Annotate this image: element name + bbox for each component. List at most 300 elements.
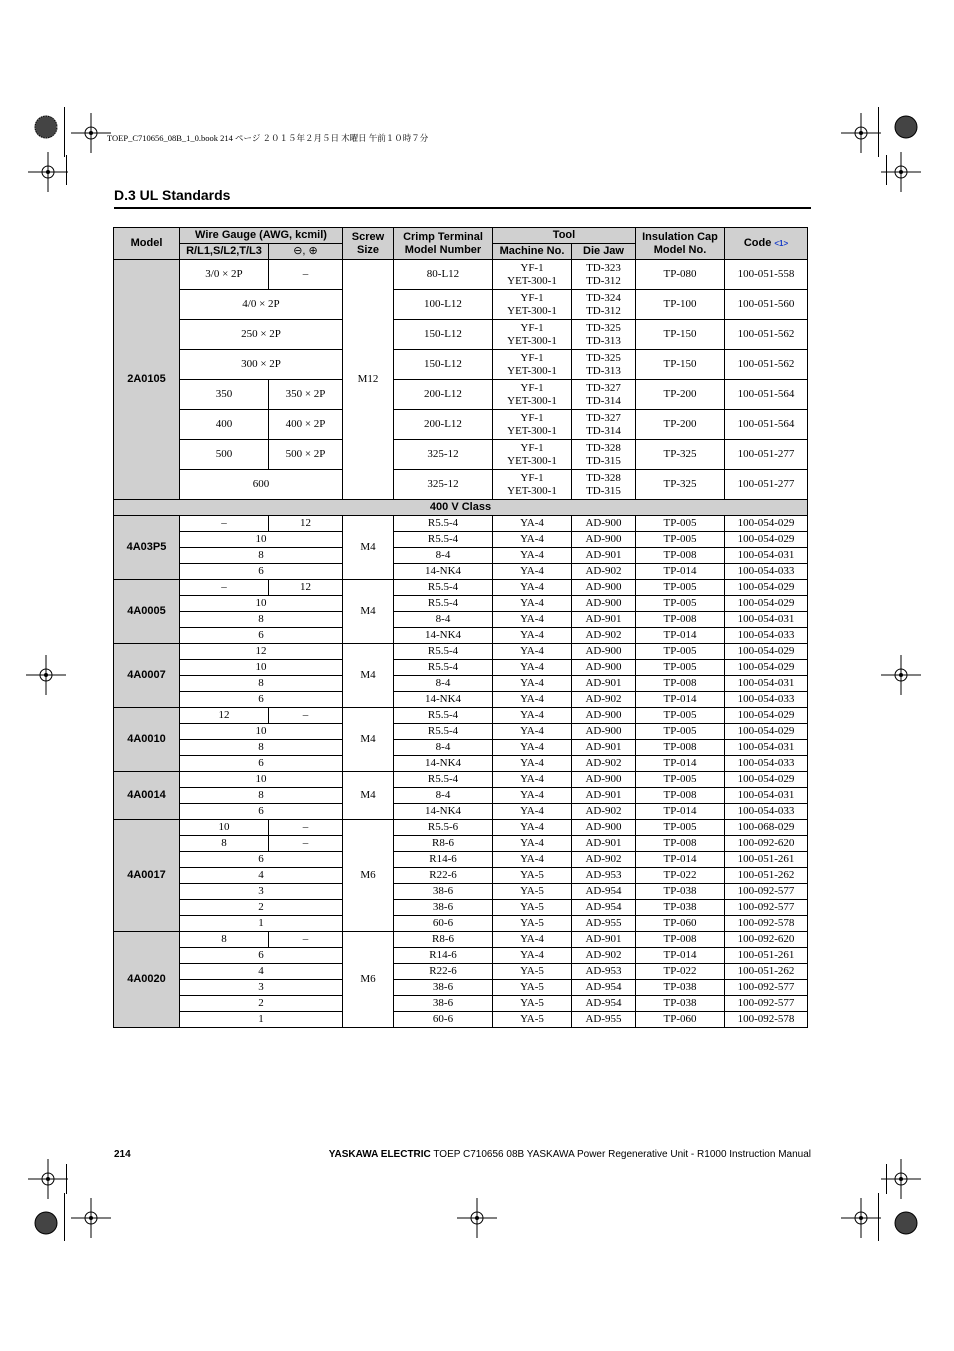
crosshair-registration-icon <box>881 655 921 695</box>
class-row <box>114 500 808 516</box>
crimp-terminal: 8-4 <box>394 612 493 628</box>
crimp-terminal: 60-6 <box>394 1012 493 1028</box>
die-jaw: AD-901 <box>572 676 636 692</box>
machine-no: YA-4 <box>493 740 572 756</box>
wire-gauge-dc: 350 × 2P <box>269 380 343 410</box>
table-row <box>114 410 808 440</box>
insulation-cap: TP-150 <box>636 320 725 350</box>
code-number: 100-051-277 <box>725 440 808 470</box>
machine-no: YA-4 <box>493 628 572 644</box>
crimp-terminal: R22-6 <box>394 868 493 884</box>
die-jaw: AD-900 <box>572 772 636 788</box>
screw-size: M6 <box>343 932 394 1028</box>
machine-no: YF-1 YET-300-1 <box>493 320 572 350</box>
wire-gauge-dc: 500 × 2P <box>269 440 343 470</box>
code-number: 100-054-033 <box>725 804 808 820</box>
header-wg-rl1: R/L1,S/L2,T/L3 <box>180 244 269 260</box>
screw-size: M4 <box>343 708 394 772</box>
insulation-cap: TP-008 <box>636 612 725 628</box>
machine-no: YA-5 <box>493 980 572 996</box>
code-number: 100-054-029 <box>725 772 808 788</box>
table-row <box>114 596 808 612</box>
insulation-cap: TP-060 <box>636 1012 725 1028</box>
machine-no: YA-5 <box>493 916 572 932</box>
crosshair-registration-icon <box>28 1159 68 1199</box>
table-row <box>114 980 808 996</box>
die-jaw: AD-901 <box>572 836 636 852</box>
crimp-terminal: 8-4 <box>394 740 493 756</box>
crop-line <box>64 1193 65 1241</box>
footer-doc: TOEP C710656 08B YASKAWA Power Regenerative Unit - R1000 Instruction Manual <box>430 1149 811 1160</box>
crimp-terminal: 38-6 <box>394 996 493 1012</box>
die-jaw: TD-328 TD-315 <box>572 470 636 500</box>
table-row <box>114 470 808 500</box>
section-rule <box>114 207 811 209</box>
die-jaw: AD-955 <box>572 916 636 932</box>
code-number: 100-051-262 <box>725 964 808 980</box>
die-jaw: TD-328 TD-315 <box>572 440 636 470</box>
insulation-cap: TP-080 <box>636 260 725 290</box>
machine-no: YA-4 <box>493 676 572 692</box>
footer-manual-title <box>329 1149 811 1160</box>
crosshair-registration-icon <box>841 1198 881 1238</box>
starburst-fill-mark-icon <box>886 1203 926 1243</box>
machine-no: YA-4 <box>493 852 572 868</box>
header-die-jaw: Die Jaw <box>572 244 636 260</box>
model-cell: 4A0007 <box>114 644 180 708</box>
model-cell: 4A0005 <box>114 580 180 644</box>
machine-no: YA-5 <box>493 868 572 884</box>
table-row <box>114 868 808 884</box>
wire-gauge: 6 <box>180 948 343 964</box>
die-jaw: AD-900 <box>572 516 636 532</box>
wire-gauge-dc: 400 × 2P <box>269 410 343 440</box>
machine-no: YA-4 <box>493 788 572 804</box>
crimp-terminal: R8-6 <box>394 836 493 852</box>
insulation-cap: TP-005 <box>636 724 725 740</box>
wire-gauge: 8 <box>180 548 343 564</box>
code-number: 100-051-277 <box>725 470 808 500</box>
machine-no: YA-4 <box>493 724 572 740</box>
code-number: 100-051-564 <box>725 410 808 440</box>
crimp-terminal: R14-6 <box>394 948 493 964</box>
header-screw-size: Screw Size <box>343 228 394 260</box>
crop-line <box>886 1164 887 1194</box>
header-wire-gauge: Wire Gauge (AWG, kcmil) <box>180 228 343 244</box>
model-cell: 4A0010 <box>114 708 180 772</box>
crosshair-registration-icon <box>71 1198 111 1238</box>
crimp-terminal: 14-NK4 <box>394 756 493 772</box>
wire-gauge: 8 <box>180 676 343 692</box>
wire-gauge: 8 <box>180 788 343 804</box>
code-number: 100-054-029 <box>725 644 808 660</box>
crosshair-registration-icon <box>71 113 111 153</box>
wire-gauge-dc: – <box>269 708 343 724</box>
footer-brand: YASKAWA ELECTRIC <box>328 1149 431 1160</box>
table-row <box>114 612 808 628</box>
crimp-terminal: 14-NK4 <box>394 804 493 820</box>
crimp-terminal: 38-6 <box>394 884 493 900</box>
die-jaw: AD-902 <box>572 948 636 964</box>
header-code <box>725 228 808 260</box>
model-cell: 4A0014 <box>114 772 180 820</box>
die-jaw: AD-954 <box>572 980 636 996</box>
die-jaw: AD-955 <box>572 1012 636 1028</box>
crop-line <box>64 107 65 157</box>
machine-no: YA-4 <box>493 756 572 772</box>
die-jaw: TD-327 TD-314 <box>572 410 636 440</box>
die-jaw: AD-901 <box>572 788 636 804</box>
insulation-cap: TP-060 <box>636 916 725 932</box>
screw-size: M12 <box>343 260 394 500</box>
table-row <box>114 900 808 916</box>
crop-line <box>886 155 887 185</box>
die-jaw: AD-902 <box>572 628 636 644</box>
insulation-cap: TP-008 <box>636 548 725 564</box>
wire-gauge: 10 <box>180 660 343 676</box>
code-number: 100-092-577 <box>725 996 808 1012</box>
table-row <box>114 320 808 350</box>
code-number: 100-054-031 <box>725 676 808 692</box>
wire-gauge-main: 10 <box>180 820 269 836</box>
insulation-cap: TP-005 <box>636 644 725 660</box>
crimp-terminal: R5.5-4 <box>394 660 493 676</box>
crimp-terminal: R5.5-4 <box>394 596 493 612</box>
voltage-class-label: 400 V Class <box>114 500 808 516</box>
wire-gauge: 10 <box>180 772 343 788</box>
crosshair-registration-icon <box>26 655 66 695</box>
code-number: 100-054-029 <box>725 532 808 548</box>
insulation-cap: TP-014 <box>636 692 725 708</box>
page-number: 214 <box>114 1149 131 1160</box>
die-jaw: AD-900 <box>572 724 636 740</box>
insulation-cap: TP-022 <box>636 868 725 884</box>
code-number: 100-092-577 <box>725 884 808 900</box>
header-wg-terminals: ⊖, ⊕ <box>269 244 343 260</box>
screw-size: M4 <box>343 644 394 708</box>
table-row <box>114 692 808 708</box>
starburst-fill-mark-icon <box>886 107 926 147</box>
table-row <box>114 580 808 596</box>
die-jaw: AD-900 <box>572 580 636 596</box>
wire-gauge: 4/0 × 2P <box>180 290 343 320</box>
wire-gauge: 2 <box>180 996 343 1012</box>
table-row <box>114 932 808 948</box>
wire-gauge: 1 <box>180 1012 343 1028</box>
die-jaw: AD-901 <box>572 548 636 564</box>
insulation-cap: TP-014 <box>636 628 725 644</box>
insulation-cap: TP-038 <box>636 884 725 900</box>
table-row <box>114 644 808 660</box>
wire-gauge: 8 <box>180 740 343 756</box>
crimp-terminal: 14-NK4 <box>394 564 493 580</box>
header-crimp-terminal: Crimp Terminal Model Number <box>394 228 493 260</box>
crimp-terminal: 60-6 <box>394 916 493 932</box>
wire-gauge-main: 8 <box>180 932 269 948</box>
screw-size: M4 <box>343 516 394 580</box>
wire-gauge: 10 <box>180 596 343 612</box>
crimp-terminal: R5.5-4 <box>394 772 493 788</box>
code-number: 100-054-031 <box>725 548 808 564</box>
code-number: 100-054-031 <box>725 788 808 804</box>
code-number: 100-054-029 <box>725 580 808 596</box>
machine-no: YA-4 <box>493 660 572 676</box>
code-number: 100-092-578 <box>725 916 808 932</box>
machine-no: YF-1 YET-300-1 <box>493 410 572 440</box>
wire-gauge: 4 <box>180 868 343 884</box>
table-row <box>114 836 808 852</box>
wire-gauge: 300 × 2P <box>180 350 343 380</box>
insulation-cap: TP-005 <box>636 820 725 836</box>
crimp-terminal: 8-4 <box>394 676 493 692</box>
crimp-terminal: R8-6 <box>394 932 493 948</box>
code-footnote-link[interactable]: <1> <box>774 239 789 248</box>
insulation-cap: TP-038 <box>636 996 725 1012</box>
code-number: 100-051-564 <box>725 380 808 410</box>
insulation-cap: TP-014 <box>636 852 725 868</box>
crimp-terminal: 14-NK4 <box>394 692 493 708</box>
insulation-cap: TP-005 <box>636 580 725 596</box>
screw-size: M6 <box>343 820 394 932</box>
code-number: 100-068-029 <box>725 820 808 836</box>
machine-no: YA-4 <box>493 692 572 708</box>
die-jaw: AD-900 <box>572 596 636 612</box>
table-row <box>114 532 808 548</box>
code-number: 100-054-029 <box>725 660 808 676</box>
wire-gauge-main: 500 <box>180 440 269 470</box>
crop-line <box>66 155 67 185</box>
die-jaw: AD-902 <box>572 804 636 820</box>
machine-no: YA-4 <box>493 596 572 612</box>
insulation-cap: TP-200 <box>636 380 725 410</box>
code-number: 100-054-031 <box>725 740 808 756</box>
machine-no: YA-4 <box>493 532 572 548</box>
die-jaw: AD-902 <box>572 692 636 708</box>
table-row <box>114 804 808 820</box>
die-jaw: AD-901 <box>572 740 636 756</box>
die-jaw: AD-902 <box>572 852 636 868</box>
table-row <box>114 660 808 676</box>
die-jaw: TD-323 TD-312 <box>572 260 636 290</box>
table-row <box>114 548 808 564</box>
crimp-terminal: 325-12 <box>394 440 493 470</box>
die-jaw: AD-954 <box>572 900 636 916</box>
insulation-cap: TP-200 <box>636 410 725 440</box>
crimp-terminal: 80-L12 <box>394 260 493 290</box>
table-row <box>114 948 808 964</box>
die-jaw: AD-900 <box>572 644 636 660</box>
starburst-fill-mark-icon <box>26 107 66 147</box>
code-number: 100-051-560 <box>725 290 808 320</box>
wire-gauge-main: 12 <box>180 708 269 724</box>
machine-no: YF-1 YET-300-1 <box>493 290 572 320</box>
code-number: 100-054-033 <box>725 692 808 708</box>
die-jaw: AD-901 <box>572 932 636 948</box>
code-number: 100-051-262 <box>725 868 808 884</box>
die-jaw: TD-325 TD-313 <box>572 320 636 350</box>
crimp-terminal: 8-4 <box>394 548 493 564</box>
crimp-terminal: R5.5-4 <box>394 580 493 596</box>
die-jaw: TD-327 TD-314 <box>572 380 636 410</box>
die-jaw: AD-953 <box>572 868 636 884</box>
code-number: 100-054-029 <box>725 596 808 612</box>
machine-no: YA-5 <box>493 900 572 916</box>
model-cell: 2A0105 <box>114 260 180 500</box>
table-row <box>114 440 808 470</box>
wire-gauge: 6 <box>180 852 343 868</box>
crosshair-registration-icon <box>881 152 921 192</box>
crimp-terminal: R5.5-4 <box>394 516 493 532</box>
model-cell: 4A03P5 <box>114 516 180 580</box>
machine-no: YF-1 YET-300-1 <box>493 440 572 470</box>
wire-gauge: 12 <box>180 644 343 660</box>
insulation-cap: TP-008 <box>636 676 725 692</box>
wire-gauge-dc: 12 <box>269 580 343 596</box>
code-number: 100-051-261 <box>725 948 808 964</box>
wire-gauge-dc: – <box>269 260 343 290</box>
code-number: 100-054-033 <box>725 756 808 772</box>
code-number: 100-051-558 <box>725 260 808 290</box>
machine-no: YA-4 <box>493 644 572 660</box>
wire-gauge-dc: – <box>269 820 343 836</box>
machine-no: YF-1 YET-300-1 <box>493 260 572 290</box>
die-jaw: AD-954 <box>572 996 636 1012</box>
table-row <box>114 740 808 756</box>
crimp-terminal: 38-6 <box>394 980 493 996</box>
crop-line <box>878 1193 879 1241</box>
wire-gauge: 6 <box>180 692 343 708</box>
crimp-terminal: R5.5-6 <box>394 820 493 836</box>
code-number: 100-054-033 <box>725 628 808 644</box>
machine-no: YA-4 <box>493 820 572 836</box>
code-number: 100-054-033 <box>725 564 808 580</box>
table-row <box>114 350 808 380</box>
wire-gauge: 2 <box>180 900 343 916</box>
insulation-cap: TP-014 <box>636 564 725 580</box>
wire-gauge-main: 3/0 × 2P <box>180 260 269 290</box>
crimp-terminal: R5.5-4 <box>394 532 493 548</box>
code-number: 100-054-029 <box>725 708 808 724</box>
code-number: 100-051-562 <box>725 350 808 380</box>
screw-size: M4 <box>343 772 394 820</box>
code-number: 100-054-031 <box>725 612 808 628</box>
header-tool: Tool <box>493 228 636 244</box>
crimp-terminal: 38-6 <box>394 900 493 916</box>
machine-no: YA-4 <box>493 612 572 628</box>
table-row <box>114 708 808 724</box>
table-row <box>114 724 808 740</box>
die-jaw: AD-900 <box>572 708 636 724</box>
crimp-terminal: 150-L12 <box>394 350 493 380</box>
table-row <box>114 884 808 900</box>
table-row <box>114 516 808 532</box>
wire-gauge: 10 <box>180 532 343 548</box>
code-number: 100-054-029 <box>725 724 808 740</box>
die-jaw: AD-900 <box>572 660 636 676</box>
machine-no: YF-1 YET-300-1 <box>493 470 572 500</box>
table-row <box>114 564 808 580</box>
code-number: 100-054-029 <box>725 516 808 532</box>
crop-line <box>66 1164 67 1194</box>
wire-gauge: 6 <box>180 564 343 580</box>
table-row <box>114 916 808 932</box>
table-row <box>114 788 808 804</box>
header-code-label: Code <box>743 237 772 249</box>
machine-no: YA-5 <box>493 996 572 1012</box>
wire-gauge: 8 <box>180 612 343 628</box>
code-number: 100-051-562 <box>725 320 808 350</box>
crosshair-registration-icon <box>457 1198 497 1238</box>
crimp-terminal: R5.5-4 <box>394 724 493 740</box>
table-row <box>114 852 808 868</box>
insulation-cap: TP-005 <box>636 708 725 724</box>
wire-gauge: 3 <box>180 884 343 900</box>
table-row <box>114 260 808 290</box>
die-jaw: AD-900 <box>572 532 636 548</box>
wire-gauge-main: 8 <box>180 836 269 852</box>
crimp-terminal: 200-L12 <box>394 380 493 410</box>
book-file-line: TOEP_C710656_08B_1_0.book 214 ページ ２０１５年２月５日 木曜日 午前１０時７分 <box>107 133 429 143</box>
table-row <box>114 964 808 980</box>
die-jaw: AD-902 <box>572 564 636 580</box>
die-jaw: AD-901 <box>572 612 636 628</box>
machine-no: YA-5 <box>493 964 572 980</box>
insulation-cap: TP-005 <box>636 596 725 612</box>
section-title: D.3 UL Standards <box>114 187 231 203</box>
crimp-terminal: R5.5-4 <box>394 708 493 724</box>
insulation-cap: TP-005 <box>636 660 725 676</box>
table-row <box>114 290 808 320</box>
table-row <box>114 380 808 410</box>
crimp-terminal: 100-L12 <box>394 290 493 320</box>
wire-gauge-main: 400 <box>180 410 269 440</box>
insulation-cap: TP-008 <box>636 788 725 804</box>
machine-no: YA-4 <box>493 836 572 852</box>
wire-gauge: 6 <box>180 804 343 820</box>
insulation-cap: TP-325 <box>636 440 725 470</box>
header-insulation-cap: Insulation Cap Model No. <box>636 228 725 260</box>
table-row <box>114 1012 808 1028</box>
insulation-cap: TP-038 <box>636 900 725 916</box>
insulation-cap: TP-014 <box>636 756 725 772</box>
insulation-cap: TP-022 <box>636 964 725 980</box>
model-cell: 4A0017 <box>114 820 180 932</box>
wire-gauge: 1 <box>180 916 343 932</box>
header-machine-no: Machine No. <box>493 244 572 260</box>
wire-gauge-dc: 12 <box>269 516 343 532</box>
code-number: 100-092-577 <box>725 900 808 916</box>
machine-no: YF-1 YET-300-1 <box>493 380 572 410</box>
code-number: 100-051-261 <box>725 852 808 868</box>
table-row <box>114 820 808 836</box>
machine-no: YA-5 <box>493 1012 572 1028</box>
machine-no: YA-5 <box>493 884 572 900</box>
insulation-cap: TP-150 <box>636 350 725 380</box>
crosshair-registration-icon <box>28 152 68 192</box>
insulation-cap: TP-038 <box>636 980 725 996</box>
crimp-terminal: 8-4 <box>394 788 493 804</box>
wire-gauge: 10 <box>180 724 343 740</box>
die-jaw: AD-953 <box>572 964 636 980</box>
wire-gauge: 3 <box>180 980 343 996</box>
insulation-cap: TP-005 <box>636 516 725 532</box>
machine-no: YA-4 <box>493 932 572 948</box>
die-jaw: TD-325 TD-313 <box>572 350 636 380</box>
machine-no: YA-4 <box>493 548 572 564</box>
machine-no: YA-4 <box>493 708 572 724</box>
die-jaw: AD-902 <box>572 756 636 772</box>
die-jaw: AD-900 <box>572 820 636 836</box>
